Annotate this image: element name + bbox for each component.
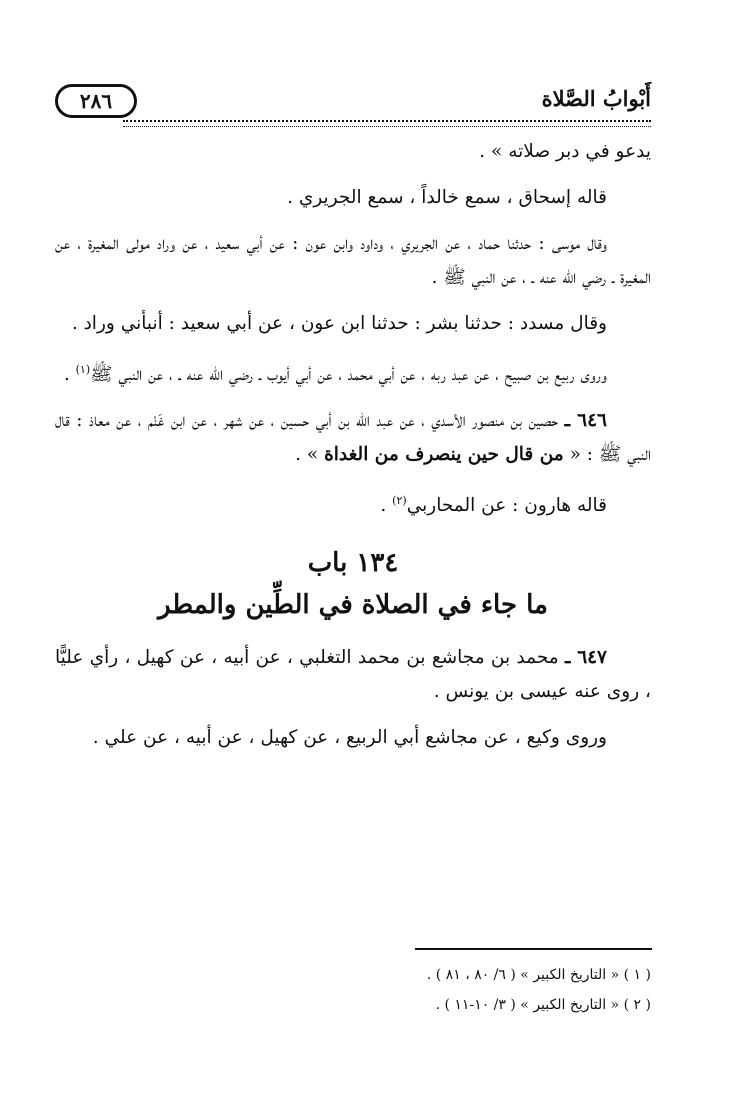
paragraph: وقال موسى : حدثنا حماد ، عن الجريري ، وداود وابن عون : عن أبي سعيد ، عن وراد مولى المغيرة ، عن المغيرة ـ رضي الله عنه ـ ، عن النبي ﷺ . bbox=[55, 233, 651, 288]
hadith-647 bbox=[55, 641, 651, 709]
hadith-text: محمد بن مجاشع بن محمد التغلبي ، عن أبيه ، عن كهيل ، رأي عليًّا ، روى عنه عيسى بن يونس . bbox=[55, 647, 651, 703]
hadith-number: ٦٤٦ ـ bbox=[564, 410, 607, 432]
footnotes bbox=[55, 960, 651, 1020]
paragraph-end: . bbox=[380, 495, 393, 517]
paragraph bbox=[55, 353, 651, 392]
paragraph: وقال مسدد : حدثنا بشر : حدثنا ابن عون ، عن أبي سعيد : أنبأني وراد . bbox=[71, 313, 607, 334]
paragraph: وروى وكيع ، عن مجاشع أبي الربيع ، عن كهيل ، عن أبيه ، عن علي . bbox=[92, 727, 607, 749]
chapter-number: ١٣٤ باب bbox=[307, 548, 399, 579]
paragraph-end: . bbox=[63, 364, 76, 386]
paragraph: يدعو في دبر صلاته » . bbox=[479, 141, 651, 162]
footnote: ( ١ ) « التاريخ الكبير » ( ٦/ ٨٠ ، ٨١ ) . bbox=[426, 967, 651, 983]
footnote-divider bbox=[415, 948, 652, 950]
hadith-matn: من قال حين ينصرف من الغداة bbox=[324, 444, 564, 466]
chapter-heading bbox=[55, 543, 651, 627]
paragraph-text: وروى ربيع بن صبيح ، عن عبد ربه ، عن أبي محمد ، عن أبي أيوب ـ رضي الله عنه ـ ، عن النبي ﷺ bbox=[90, 364, 607, 386]
footnote-ref: (١) bbox=[75, 363, 91, 376]
hadith-end: » . bbox=[295, 444, 325, 466]
hadith-646 bbox=[55, 404, 651, 472]
running-title: أَبْوابُ الصَّلاة bbox=[541, 86, 651, 111]
hadith-text: حصين بن منصور الأسدي ، عن عبد الله بن أبي حسين ، عن شهر ، عن ابن غَنْم ، عن معاذ : قال النبي ﷺ : « bbox=[55, 410, 651, 466]
page-header bbox=[55, 82, 651, 122]
paragraph bbox=[55, 484, 651, 523]
header-divider bbox=[123, 120, 651, 127]
hadith-number: ٦٤٧ ـ bbox=[564, 647, 607, 669]
page-number: ٢٨٦ bbox=[55, 84, 137, 118]
footnote: ( ٢ ) « التاريخ الكبير » ( ٣/ ١٠-١١ ) . bbox=[435, 997, 651, 1013]
paragraph-text: قاله هارون : عن المحاربي bbox=[406, 495, 607, 517]
footnote-ref: (٢) bbox=[392, 494, 407, 508]
chapter-title: ما جاء في الصلاة في الطِّين والمطر bbox=[158, 590, 548, 621]
main-text bbox=[55, 135, 651, 767]
paragraph: قاله إسحاق ، سمع خالداً ، سمع الجريري . bbox=[287, 187, 607, 208]
